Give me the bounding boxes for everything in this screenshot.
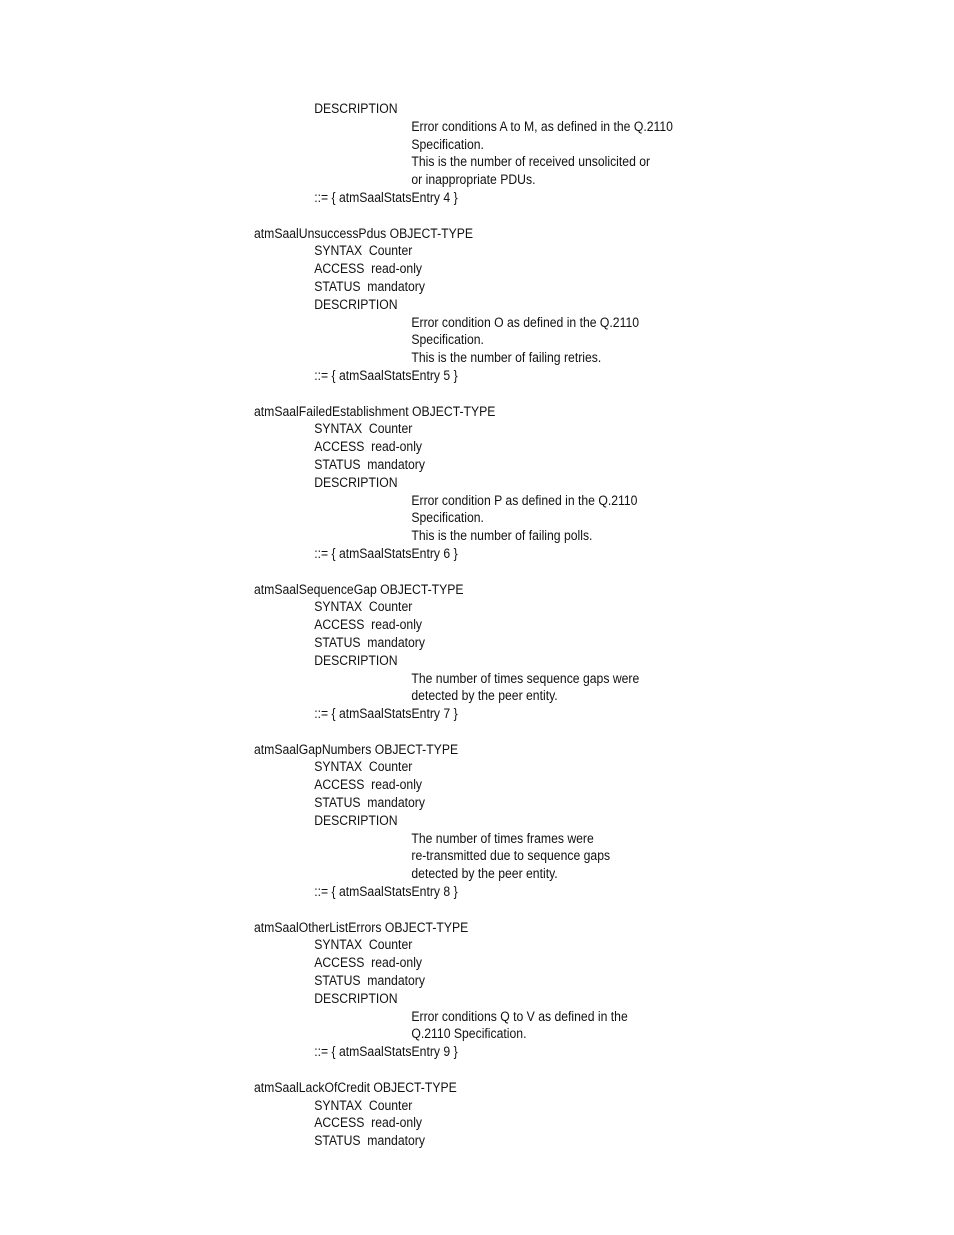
description-text-line: The number of times sequence gaps were bbox=[411, 670, 640, 687]
object-type-declaration: atmSaalFailedEstablishment OBJECT-TYPE bbox=[254, 403, 496, 420]
blank-line bbox=[254, 902, 673, 920]
description-keyword: DESCRIPTION bbox=[314, 652, 398, 669]
description-text-line: Error conditions A to M, as defined in the Q.2110 bbox=[411, 118, 673, 135]
status-clause: STATUS mandatory bbox=[314, 795, 425, 812]
oid-assignment-line: ::= { atmSaalStatsEntry 4 } bbox=[314, 189, 458, 206]
access-clause: ACCESS read-only bbox=[314, 1115, 423, 1132]
description-keyword: DESCRIPTION bbox=[314, 296, 398, 313]
description-text-line: This is the number of failing retries. bbox=[411, 350, 602, 367]
status-clause: STATUS mandatory bbox=[314, 973, 425, 990]
object-type-declaration: atmSaalUnsuccessPdus OBJECT-TYPE bbox=[254, 225, 474, 242]
access-clause: ACCESS read-only bbox=[314, 955, 423, 972]
syntax-clause: SYNTAX Counter bbox=[314, 243, 413, 260]
syntax-clause: SYNTAX Counter bbox=[314, 759, 413, 776]
oid-assignment-line: ::= { atmSaalStatsEntry 8 } bbox=[314, 884, 458, 901]
syntax-clause: SYNTAX Counter bbox=[314, 599, 413, 616]
blank-line bbox=[254, 208, 673, 226]
status-clause: STATUS mandatory bbox=[314, 634, 425, 651]
description-text-line: Error condition O as defined in the Q.2110 bbox=[411, 314, 640, 331]
description-text-line: This is the number of received unsolicited or bbox=[411, 154, 651, 171]
access-clause: ACCESS read-only bbox=[314, 777, 423, 794]
syntax-clause: SYNTAX Counter bbox=[314, 421, 413, 438]
oid-assignment-line: ::= { atmSaalStatsEntry 5 } bbox=[314, 367, 458, 384]
access-clause: ACCESS read-only bbox=[314, 261, 423, 278]
description-text-line: This is the number of failing polls. bbox=[411, 528, 593, 545]
description-text-line: Specification. bbox=[411, 332, 484, 349]
description-text-line: re-transmitted due to sequence gaps bbox=[411, 848, 611, 865]
access-clause: ACCESS read-only bbox=[314, 617, 423, 634]
description-text-line: detected by the peer entity. bbox=[411, 688, 558, 705]
description-text-line: Error condition P as defined in the Q.2110 bbox=[411, 492, 638, 509]
description-keyword: DESCRIPTION bbox=[314, 812, 398, 829]
status-clause: STATUS mandatory bbox=[314, 456, 425, 473]
object-type-declaration: atmSaalSequenceGap OBJECT-TYPE bbox=[254, 581, 464, 598]
description-text-line: Error conditions Q to V as defined in the bbox=[411, 1008, 628, 1025]
oid-assignment-line: ::= { atmSaalStatsEntry 9 } bbox=[314, 1044, 458, 1061]
description-text-line: Specification. bbox=[411, 136, 484, 153]
description-keyword: DESCRIPTION bbox=[314, 474, 398, 491]
description-text-line: detected by the peer entity. bbox=[411, 866, 558, 883]
object-type-declaration: atmSaalOtherListErrors OBJECT-TYPE bbox=[254, 919, 469, 936]
blank-line bbox=[254, 1062, 673, 1080]
object-type-declaration: atmSaalLackOfCredit OBJECT-TYPE bbox=[254, 1079, 457, 1096]
description-text-line: The number of times frames were bbox=[411, 830, 594, 847]
object-type-declaration: atmSaalGapNumbers OBJECT-TYPE bbox=[254, 741, 459, 758]
syntax-clause: SYNTAX Counter bbox=[314, 937, 413, 954]
status-clause: STATUS mandatory bbox=[314, 278, 425, 295]
description-text-line: or inappropriate PDUs. bbox=[411, 172, 536, 189]
oid-assignment-line: ::= { atmSaalStatsEntry 6 } bbox=[314, 545, 458, 562]
description-keyword: DESCRIPTION bbox=[314, 101, 398, 117]
mib-definition-listing bbox=[254, 101, 673, 1151]
description-text-line: Specification. bbox=[411, 510, 484, 527]
description-keyword: DESCRIPTION bbox=[314, 990, 398, 1007]
blank-line bbox=[254, 564, 673, 582]
blank-line bbox=[254, 724, 673, 742]
blank-line bbox=[254, 386, 673, 404]
syntax-clause: SYNTAX Counter bbox=[314, 1097, 413, 1114]
description-text-line: Q.2110 Specification. bbox=[411, 1026, 527, 1043]
status-clause: STATUS mandatory bbox=[314, 1133, 425, 1150]
oid-assignment-line: ::= { atmSaalStatsEntry 7 } bbox=[314, 706, 458, 723]
access-clause: ACCESS read-only bbox=[314, 439, 423, 456]
